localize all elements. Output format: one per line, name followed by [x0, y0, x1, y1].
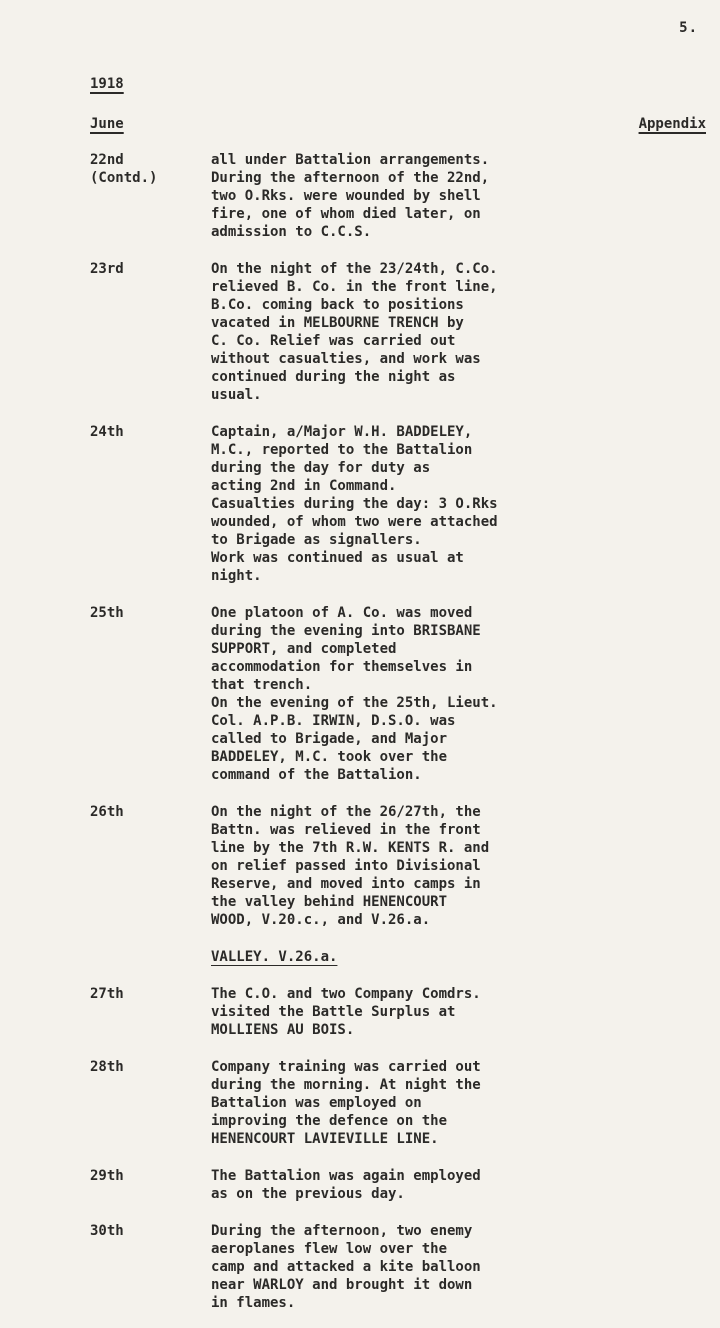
entry-text: During the afternoon, two enemy aeroplanes flew low over the camp and attacked a kite balloon near WARLOY and brought it down in flames.	[211, 1223, 481, 1311]
month-heading: June	[90, 116, 124, 132]
entry-text: The Battalion was again employed as on the previous day.	[211, 1168, 481, 1202]
entry-date: 24th	[90, 424, 124, 440]
entry-text: all under Battalion arrangements. During the afternoon of the 22nd, two O.Rks. were wounded by shell fire, one of whom died later, on admission to C.C.S.	[211, 152, 490, 240]
entry-date: 27th	[90, 986, 124, 1002]
entry-28th	[90, 1058, 700, 1148]
entry-22nd	[90, 151, 700, 241]
entry-27th	[90, 985, 700, 1039]
entry-text: Company training was carried out during the morning. At night the Battalion was employed on improving the defence on the HENENCOURT LAVIEVILLE LINE.	[211, 1059, 481, 1147]
entry-25th	[90, 604, 700, 784]
year-heading: 1918	[90, 76, 124, 92]
entry-29th	[90, 1167, 700, 1203]
appendix-heading: Appendix	[638, 116, 706, 132]
entry-text: The C.O. and two Company Comdrs. visited the Battle Surplus at MOLLIENS AU BOIS.	[211, 986, 481, 1038]
entry-date: 25th	[90, 605, 124, 621]
entry-26th	[90, 803, 700, 929]
page-number: 5.	[679, 20, 698, 36]
diary-entries	[90, 151, 700, 1312]
entry-23rd	[90, 260, 700, 404]
location-heading: VALLEY. V.26.a.	[211, 949, 338, 965]
entry-text: One platoon of A. Co. was moved during the evening into BRISBANE SUPPORT, and completed accommodation for themselves in that trench. On the evening of the 25th, Lieut. Col. A.P.B. IRWIN, D.S.O. was called to Brigade, and Major BADDELEY, M.C. took over the command of the Battalion.	[211, 605, 498, 783]
entry-date: 30th	[90, 1223, 124, 1239]
entry-date: 22nd (Contd.)	[90, 152, 158, 186]
entry-date: 26th	[90, 804, 124, 820]
entry-date: 23rd	[90, 261, 124, 277]
entry-text: On the night of the 23/24th, C.Co. relieved B. Co. in the front line, B.Co. coming back to positions vacated in MELBOURNE TRENCH by C. Co. Relief was carried out without casualties, and work was continued during the night as usual.	[211, 261, 498, 403]
entry-30th	[90, 1222, 700, 1312]
entry-text: Captain, a/Major W.H. BADDELEY, M.C., reported to the Battalion during the day for duty as acting 2nd in Command. Casualties during the day: 3 O.Rks wounded, of whom two were attached to Brigade as signallers. Work was continued as usual at night.	[211, 424, 498, 584]
entry-text: On the night of the 26/27th, the Battn. was relieved in the front line by the 7th R.W. KENTS R. and on relief passed into Divisional Reserve, and moved into camps in the valley behind HENENCOURT WOOD, V.20.c., and V.26.a.	[211, 804, 490, 928]
entry-date: 28th	[90, 1059, 124, 1075]
entry-24th	[90, 423, 700, 585]
entry-date: 29th	[90, 1168, 124, 1184]
